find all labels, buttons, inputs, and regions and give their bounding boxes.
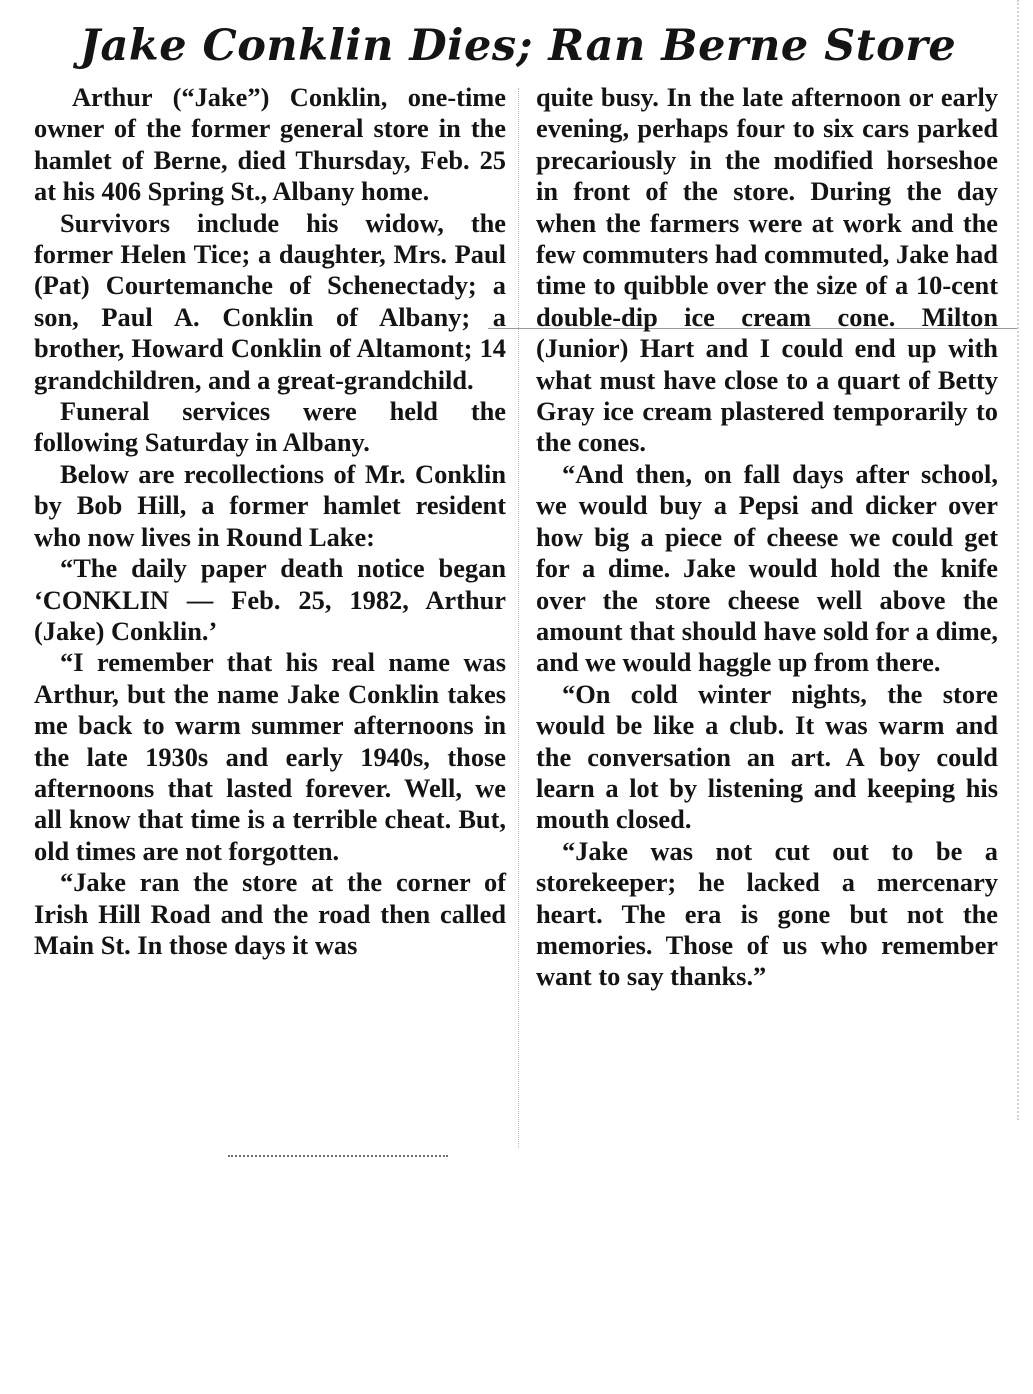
paragraph: “The daily paper death notice began ‘CONKLIN — Feb. 25, 1982, Arthur (Jake) Conklin.’ [34, 553, 506, 646]
paragraph: Survivors include his widow, the former Helen Tice; a daughter, Mrs. Paul (Pat) Courtemanche of Schenectady; a son, Paul A. Conklin of Albany; a brother, Howard Conklin of Altamont; 14 grandchildren, and a great-grandchild. [34, 207, 506, 395]
paragraph: “And then, on fall days after school, we would buy a Pepsi and dicker over how big a piece of cheese we could get for a dime. Jake would hold the knife over the store cheese well above the amount that should have sold for a dime, and we would haggle up from there. [536, 458, 998, 678]
paragraph: “Jake was not cut out to be a storekeeper; he lacked a mercenary heart. The era is gone but not the memories. Those of us who remember want to say thanks.” [536, 835, 998, 992]
column-gutter-rule [518, 88, 519, 1148]
scan-edge [1017, 0, 1033, 1120]
end-rule [228, 1155, 448, 1157]
paragraph: “I remember that his real name was Arthur, but the name Jake Conklin takes me back to warm summer afternoons in the late 1930s and early 1940s, those afternoons that lasted forever. Well, we all know that time is a terrible cheat. But, old times are not forgotten. [34, 647, 506, 866]
paragraph: Below are recollections of Mr. Conklin by Bob Hill, a former hamlet resident who now lives in Round Lake: [34, 458, 506, 552]
paragraph: “On cold winter nights, the store would be like a club. It was warm and the conversation an art. A boy could learn a lot by listening and keeping his mouth closed. [536, 678, 998, 835]
headline: Jake Conklin Dies; Ran Berne Store [79, 21, 957, 71]
newspaper-clipping [18, 8, 1018, 1163]
paragraph: quite busy. In the late afternoon or early evening, perhaps four to six cars parked precariously in the modified horseshoe in front of the store. During the day when the farmers were at work and the few commuters had commuted, Jake had time to quibble over the size of a 10-cent double-dip ice cream cone. Milton (Junior) Hart and I could end up with what must have close to a quart of Betty Gray ice cream plastered temporarily to the cones. [536, 82, 998, 458]
paragraph: “Jake ran the store at the corner of Irish Hill Road and the road then called Main St. In those days it was [34, 867, 506, 960]
right-column [536, 82, 998, 993]
left-column [34, 82, 506, 961]
paragraph: Funeral services were held the following Saturday in Albany. [34, 396, 506, 458]
paragraph: Arthur (“Jake”) Conklin, one-time owner of the former general store in the hamlet of Berne, died Thursday, Feb. 25 at his 406 Spring St., Albany home. [34, 82, 506, 207]
